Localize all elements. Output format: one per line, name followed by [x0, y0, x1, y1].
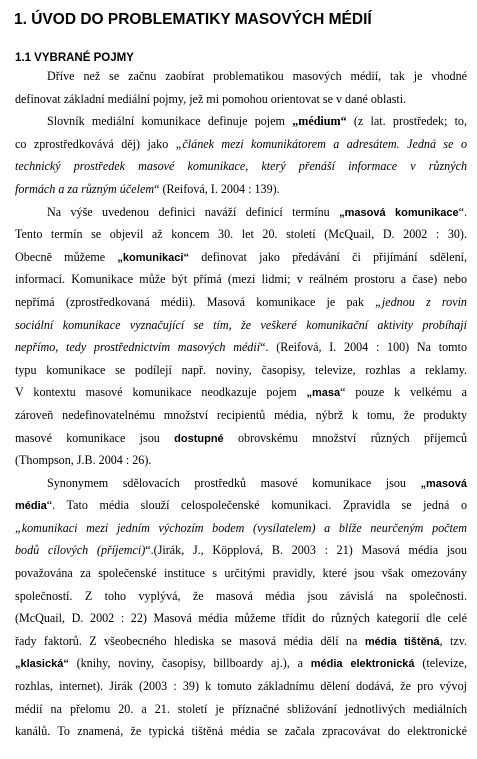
text-span: definovat základní mediální pojmy, jež mi pomohou orientovat se v dané oblasti.	[15, 91, 407, 106]
text-span: masové komunikace jsou	[15, 430, 175, 445]
text-span: “ pouze k velkému a	[340, 385, 467, 400]
text-line	[15, 381, 467, 404]
text-span: považována za společenské instituce s určitými pravidly, které jsou však omezovány	[15, 566, 467, 581]
text-span: média elektronická	[310, 658, 415, 671]
text-span: informací. Komunikace může být přímá (mezi lidmi; v reálném prostoru a čase) nebo	[15, 272, 467, 287]
text-line	[15, 201, 467, 224]
text-span: (Thompson, J.B. 2004 : 26).	[15, 453, 152, 468]
text-span: obrovskému množství různých příjemců	[223, 430, 467, 445]
text-line	[15, 359, 467, 382]
text-line	[15, 675, 467, 698]
text-line	[15, 223, 467, 246]
text-span: formách a za různým účelem	[15, 181, 155, 196]
text-span: (televize,	[414, 656, 467, 671]
text-span: V kontextu masové komunikace neodkazuje pojem	[15, 385, 307, 400]
text-line	[15, 336, 467, 359]
text-span: rozhlas, internet). Jirák (2003 : 39) k tomuto základnímu dělení dodává, že pro vývoj	[15, 679, 467, 694]
text-span: „masa	[306, 387, 341, 400]
text-line	[15, 110, 467, 133]
text-line	[15, 88, 467, 111]
text-line	[15, 630, 467, 653]
section-heading: 1.1 VYBRANÉ POJMY	[15, 52, 134, 64]
text-span: „masová komunikace	[339, 206, 459, 219]
text-line	[15, 65, 467, 88]
text-span: „komunikaci“	[117, 251, 189, 264]
text-span: “ (Reifová, I. 2004 : 139).	[154, 181, 280, 196]
text-span: „jednou z rovin	[375, 294, 467, 309]
text-span: Obecně můžeme	[15, 249, 118, 264]
text-line	[15, 246, 467, 269]
text-span: „článek mezi komunikátorem a adresátem. Jedná se o	[175, 136, 467, 151]
text-span: (McQuail, D. 2002 : 22) Masová média můžeme třídit do různých kategorií dle celé	[15, 611, 467, 626]
text-span: co zprostředkovává děj) jako	[15, 136, 176, 151]
text-span: média	[15, 500, 47, 513]
text-line	[15, 698, 467, 721]
text-line	[15, 517, 467, 540]
chapter-heading: 1. ÚVOD DO PROBLEMATIKY MASOVÝCH MÉDIÍ	[14, 11, 372, 28]
text-span: „médium“	[292, 114, 347, 129]
text-line	[15, 314, 467, 337]
text-span: typu komunikace se podílejí např. noviny, časopisy, televize, rozhlas a reklamy.	[15, 362, 467, 377]
text-span: „komunikaci mezi jedním výchozím bodem (vysílatelem) a blíže neurčeným počtem	[15, 520, 467, 535]
text-span: Slovník mediální komunikace definuje pojem	[47, 114, 293, 129]
text-line	[15, 268, 467, 291]
text-span: nepřímá (zprostředkovaná médii). Masová komunikace je pak	[15, 294, 376, 309]
body-text	[15, 65, 467, 743]
text-line	[15, 539, 467, 562]
text-line	[15, 178, 467, 201]
text-span: kanálů. To znamená, že typická tištěná média se začala zpracovávat do elektronické	[15, 724, 467, 739]
text-span: technický prostředek masové komunikace, který přenáší informace v různých	[15, 159, 467, 174]
text-line	[15, 449, 467, 472]
text-span: “.(Jirák, J., Köpplová, B. 2003 : 21) Masová média jsou	[145, 543, 467, 558]
text-span: řady faktorů. Z všeobecného hlediska se masová média dělí na	[15, 633, 365, 648]
text-span: „masová	[420, 477, 467, 490]
text-span: „klasická“	[15, 658, 69, 671]
text-span: Dříve než se začnu zaobírat problematikou masových médií, tak je vhodné	[47, 69, 467, 83]
text-line	[15, 585, 467, 608]
text-line	[15, 562, 467, 585]
text-line	[15, 427, 467, 450]
text-span: médií na přelomu 20. a 21. století je příznačné sbližování jednotlivých mediálních	[15, 701, 467, 716]
text-span: , tzv.	[439, 633, 467, 648]
text-span: (knihy, noviny, časopisy, billboardy aj.), a	[68, 656, 311, 671]
text-line	[15, 291, 467, 314]
text-span: sociální komunikace vyznačující se tím, že veškeré komunikační aktivity probíhají	[15, 317, 467, 332]
text-span: nepřímo, tedy prostřednictvím masových médií	[15, 340, 261, 355]
text-span: (z lat. prostředek; to,	[346, 114, 467, 129]
text-span: média tištěná	[364, 635, 440, 648]
text-span: “. (Reifová, I. 2004 : 100) Na tomto	[260, 340, 467, 355]
text-span: dostupné	[174, 432, 224, 445]
text-span: zároveň nedefinovatelnému množství recipientů média, nýbrž k tomu, že produkty	[15, 407, 467, 422]
text-span: Na výše uvedenou definici naváží definicí termínu	[47, 204, 340, 219]
text-span: “.	[458, 204, 467, 219]
text-span: společností. Z toho vyplývá, že masová média jsou závislá na společnosti.	[15, 588, 467, 603]
text-span: Synonymem sdělovacích prostředků masové komunikace jsou	[47, 475, 421, 490]
text-span: bodů cílových (příjemci)	[15, 543, 146, 558]
text-line	[15, 607, 467, 630]
text-line	[15, 133, 467, 156]
text-line	[15, 494, 467, 517]
text-line	[15, 155, 467, 178]
text-line	[15, 404, 467, 427]
text-span: Tento termín se objevil až koncem 30. let 20. století (McQuail, D. 2002 : 30).	[15, 227, 467, 242]
text-line	[15, 720, 467, 743]
text-line	[15, 472, 467, 495]
text-span: “. Tato média slouží celospolečenské komunikaci. Zpravidla se jedná o	[46, 498, 467, 513]
text-line	[15, 652, 467, 675]
text-span: definovat jako předávání či přijímání sdělení,	[188, 249, 467, 264]
